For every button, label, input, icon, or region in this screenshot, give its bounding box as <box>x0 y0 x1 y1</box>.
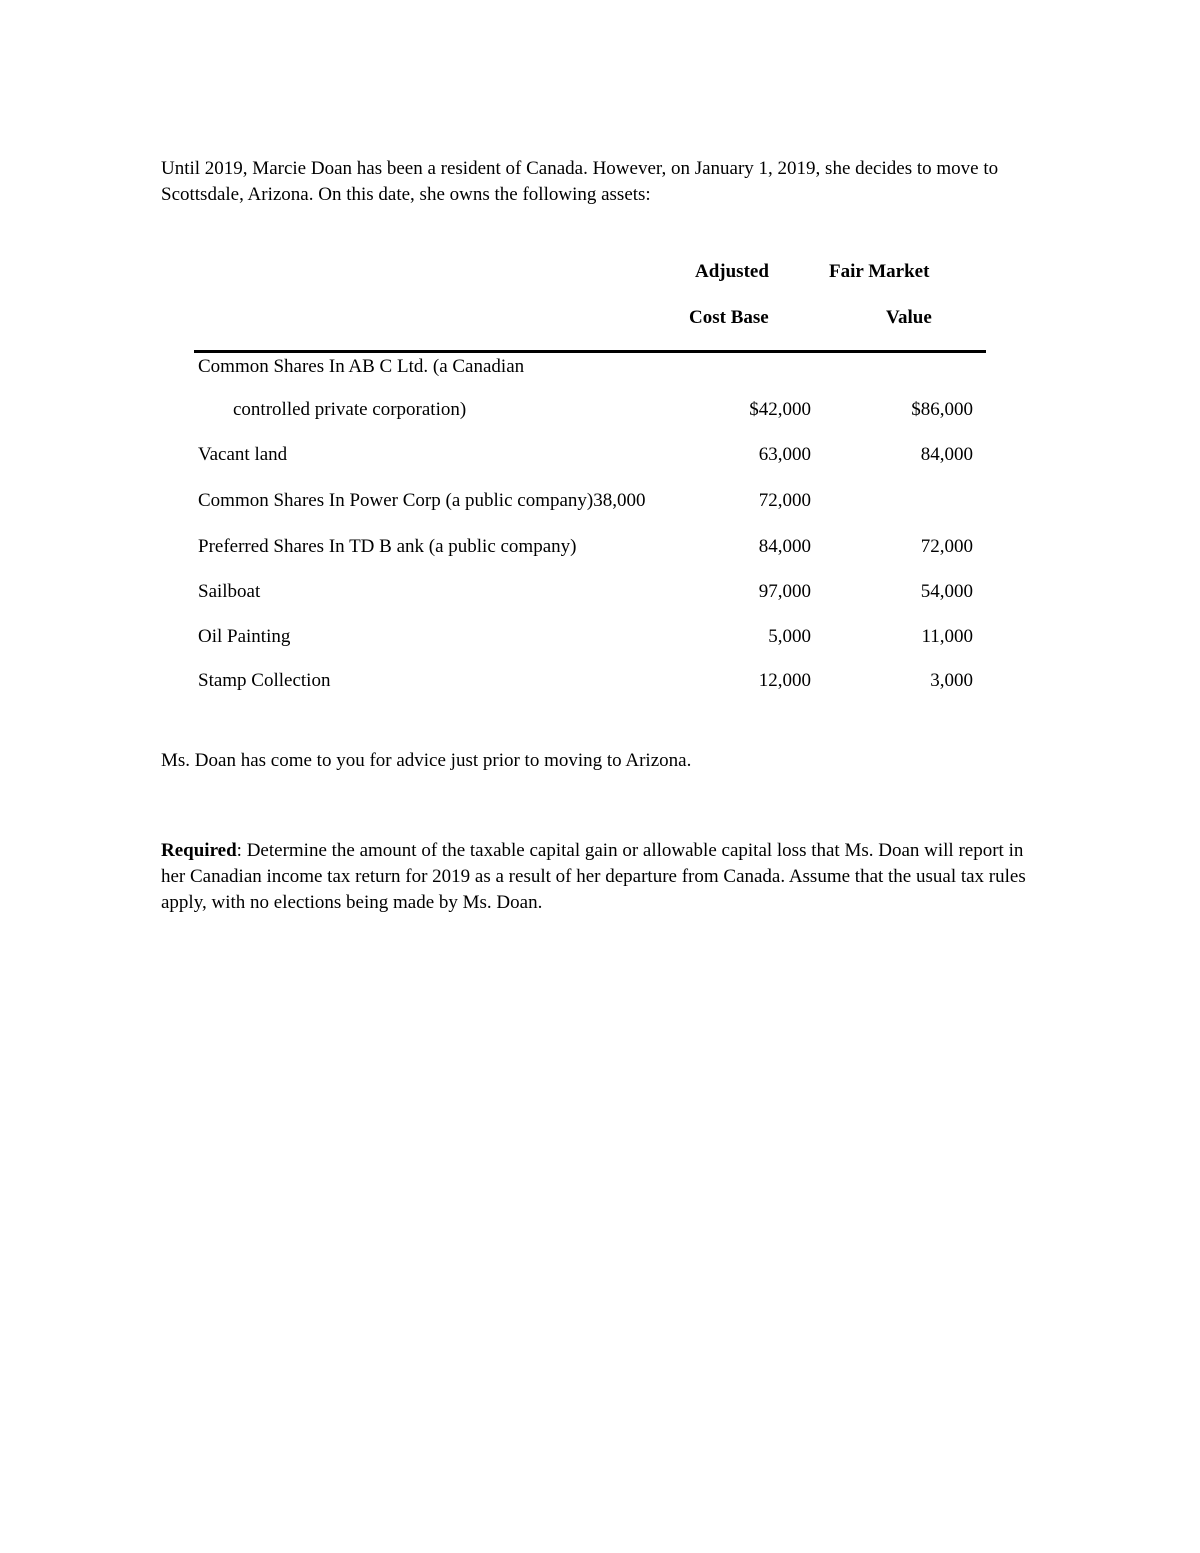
required-label: Required <box>161 840 237 861</box>
row-fair-market-value: 3,000 <box>930 670 973 691</box>
required-text: : Determine the amount of the taxable capital gain or allowable capital loss that Ms. Doan will report in her Canadian income tax return for 2019 as a result of her departure from Canada. Assume that the usual tax rules apply, with no elections being made by Ms. Doan. <box>161 840 1026 913</box>
header-value: Value <box>886 307 932 328</box>
row-name: Sailboat <box>198 581 261 602</box>
row-name: Oil Painting <box>198 626 291 647</box>
row-adjusted-cost-base: 63,000 <box>758 444 811 465</box>
row-name: Common Shares In Power Corp (a public company)38,000 <box>198 490 646 511</box>
row-name: Preferred Shares In TD B ank (a public company) <box>198 536 577 557</box>
header-cost-base: Cost Base <box>689 307 769 328</box>
row-adjusted-cost-base: 12,000 <box>758 670 811 691</box>
row-fair-market-value: 72,000 <box>920 536 973 557</box>
row-fair-market-value: 84,000 <box>920 444 973 465</box>
row-name: Common Shares In AB C Ltd. (a Canadian <box>198 356 525 377</box>
row-adjusted-cost-base: 72,000 <box>758 490 811 511</box>
row-fair-market-value: 54,000 <box>920 581 973 602</box>
advice-paragraph: Ms. Doan has come to you for advice just prior to moving to Arizona. <box>161 750 692 771</box>
row-adjusted-cost-base: $42,000 <box>749 399 811 420</box>
row-name: Vacant land <box>198 444 288 465</box>
row-name: Stamp Collection <box>198 670 331 691</box>
row-fair-market-value: 11,000 <box>921 626 973 647</box>
row-adjusted-cost-base: 5,000 <box>768 626 811 647</box>
required-paragraph <box>161 838 1051 916</box>
header-fair-market: Fair Market <box>829 261 930 282</box>
row-name: controlled private corporation) <box>233 399 467 420</box>
intro-paragraph: Until 2019, Marcie Doan has been a resident of Canada. However, on January 1, 2019, she decides to move to Scottsdale, Arizona. On this date, she owns the following assets: <box>161 158 999 205</box>
header-adjusted: Adjusted <box>695 261 769 282</box>
row-fair-market-value: $86,000 <box>911 399 973 420</box>
header-rule <box>194 350 986 353</box>
row-adjusted-cost-base: 97,000 <box>758 581 811 602</box>
row-adjusted-cost-base: 84,000 <box>758 536 811 557</box>
